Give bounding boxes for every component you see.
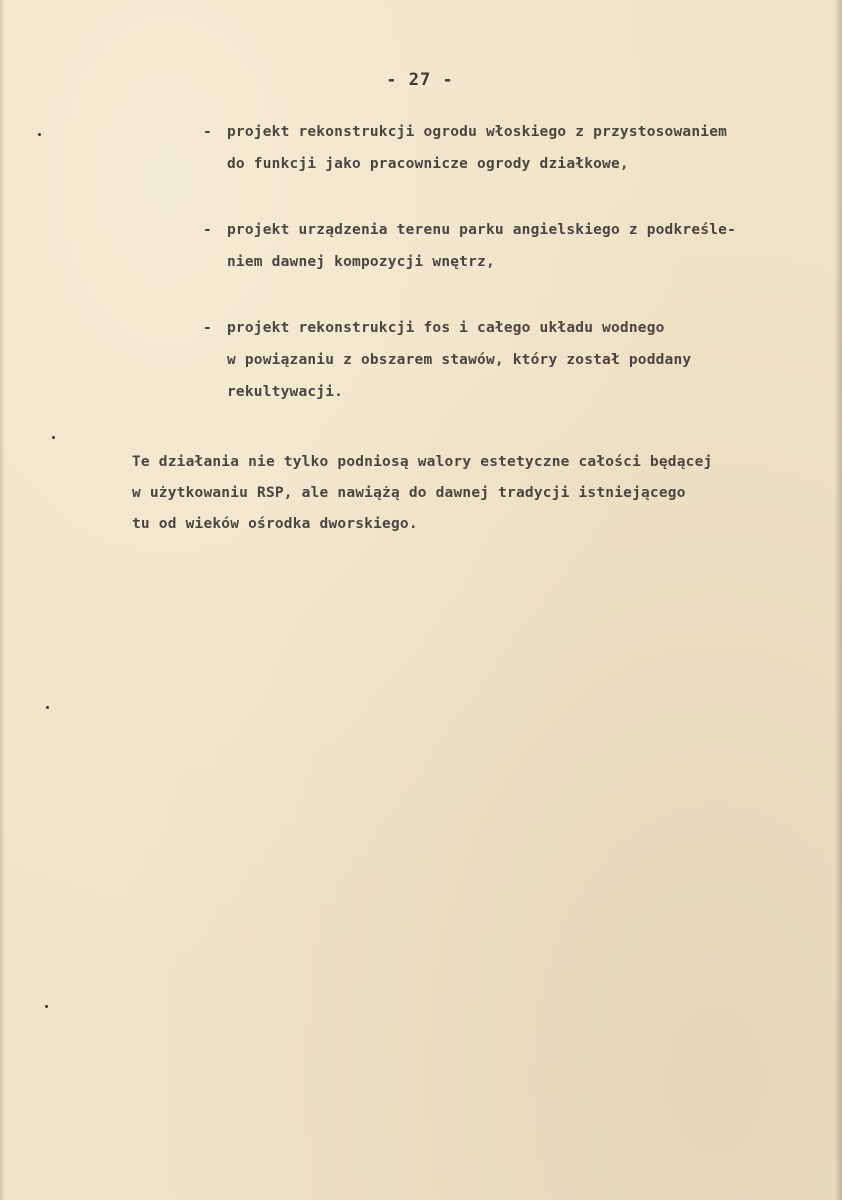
bullet-dash: - bbox=[203, 222, 212, 238]
page-edge-right bbox=[834, 0, 842, 1200]
paragraph-line: w użytkowaniu RSP, ale nawiążą do dawnej tradycji istniejącego bbox=[132, 485, 686, 501]
paragraph-line: Te działania nie tylko podniosą walory estetyczne całości będącej bbox=[132, 454, 713, 470]
margin-mark bbox=[46, 706, 49, 709]
bullet-line: niem dawnej kompozycji wnętrz, bbox=[227, 254, 495, 270]
margin-mark bbox=[38, 133, 41, 136]
bullet-text: projekt rekonstrukcji fos i całego układu wodnego bbox=[227, 320, 665, 336]
body-paragraph bbox=[132, 447, 832, 540]
bullet-text: projekt rekonstrukcji ogrodu włoskiego z przystosowaniem bbox=[227, 124, 728, 140]
bullet-text: projekt urządzenia terenu parku angielskiego z podkreśle- bbox=[227, 222, 736, 238]
bullet-item bbox=[203, 312, 823, 408]
bullet-item bbox=[203, 214, 823, 278]
bullet-line bbox=[203, 214, 823, 246]
margin-mark bbox=[45, 1005, 48, 1008]
page-edge-left bbox=[0, 0, 5, 1200]
bullet-item bbox=[203, 116, 823, 180]
page-number: - 27 - bbox=[386, 70, 454, 90]
bullet-line: do funkcji jako pracownicze ogrody działkowe, bbox=[227, 156, 629, 172]
bullet-dash: - bbox=[203, 124, 212, 140]
margin-mark bbox=[52, 436, 55, 439]
bullet-line: rekultywacji. bbox=[227, 384, 344, 400]
bullet-line bbox=[203, 116, 823, 148]
paragraph-line: tu od wieków ośrodka dworskiego. bbox=[132, 516, 418, 532]
bullet-dash: - bbox=[203, 320, 212, 336]
bullet-line: w powiązaniu z obszarem stawów, który został poddany bbox=[227, 352, 692, 368]
bullet-line bbox=[203, 312, 823, 344]
